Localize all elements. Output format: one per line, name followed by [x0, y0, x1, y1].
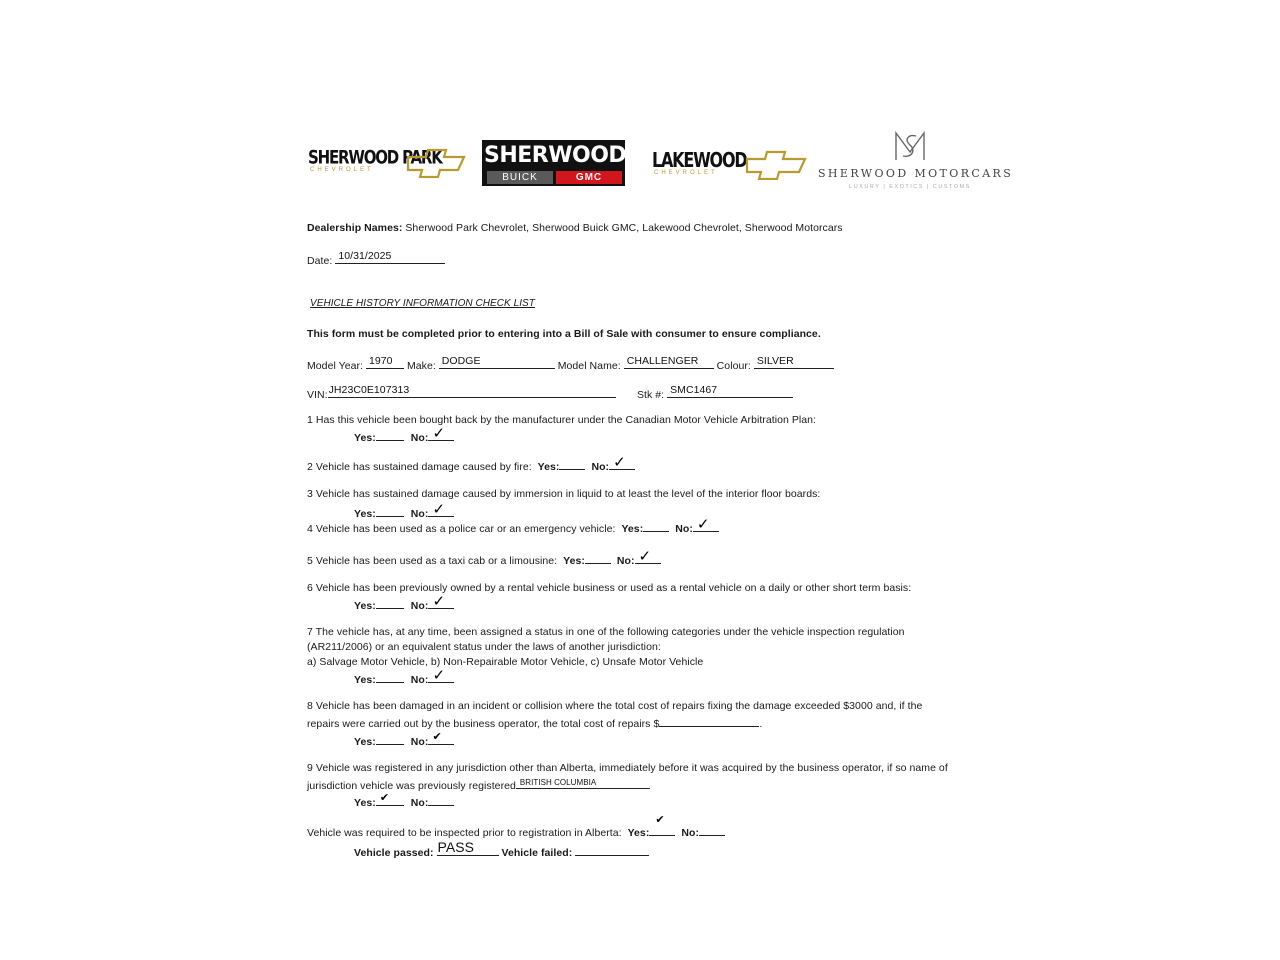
- make-label: Make:: [406, 360, 436, 372]
- no-label: No:: [410, 600, 429, 612]
- no-box[interactable]: [428, 666, 454, 684]
- answer-1: [354, 424, 454, 444]
- repair-cost-field[interactable]: [659, 715, 759, 727]
- date-row: [307, 252, 445, 267]
- no-box[interactable]: [428, 424, 454, 442]
- question-8-text: repairs were carried out by the business operator, the total cost of repairs $: [307, 718, 660, 730]
- jurisdiction-value: BRITISH COLUMBIA: [519, 778, 597, 787]
- dealership-names: [307, 222, 843, 234]
- yes-box[interactable]: [376, 671, 404, 683]
- check-icon: ✓: [613, 453, 626, 471]
- no-label: No:: [410, 797, 429, 809]
- colour-value: SILVER: [756, 355, 794, 367]
- date-label: Date:: [307, 255, 333, 267]
- vin-value: JH23C0E107313: [328, 384, 410, 396]
- logo-name: SHERWOOD PARK: [308, 146, 442, 169]
- failed-field[interactable]: [575, 844, 649, 856]
- answer-8: [354, 730, 454, 748]
- no-box[interactable]: [699, 824, 725, 836]
- sherwood-motorcars-logo: [818, 130, 1014, 190]
- question-7-line-3: a) Salvage Motor Vehicle, b) Non-Repairable Motor Vehicle, c) Unsafe Motor Vehicle: [307, 656, 704, 668]
- inspection-text: Vehicle was required to be inspected prior to registration in Alberta:: [307, 827, 622, 839]
- answer-3: [354, 500, 454, 520]
- yes-box[interactable]: [376, 429, 404, 441]
- sm-monogram-icon: [890, 130, 930, 162]
- yes-label: Yes:: [354, 432, 376, 444]
- logo-name: SHERWOOD: [484, 143, 627, 168]
- model-row: [307, 357, 834, 372]
- question-5-text: 5 Vehicle has been used as a taxi cab or a limousine:: [307, 555, 558, 567]
- answer-7: [354, 666, 454, 686]
- no-label: No:: [410, 674, 429, 686]
- no-box[interactable]: [693, 515, 719, 533]
- no-box[interactable]: [635, 547, 661, 565]
- no-box[interactable]: [428, 730, 454, 745]
- yes-box[interactable]: [643, 520, 669, 532]
- passed-value: PASS: [437, 839, 475, 855]
- vin-row: [307, 386, 616, 401]
- yes-label: Yes:: [627, 827, 650, 839]
- buick-label: BUICK: [487, 171, 553, 184]
- chevrolet-bowtie-icon: [745, 150, 807, 180]
- stk-value: SMC1467: [670, 384, 718, 396]
- model-year-label: Model Year:: [307, 360, 364, 372]
- jurisdiction-field[interactable]: [516, 777, 650, 789]
- yes-label: Yes:: [354, 736, 376, 748]
- logo-name: LAKEWOOD: [652, 148, 747, 172]
- failed-label: Vehicle failed:: [501, 847, 573, 859]
- sherwood-buick-gmc-logo: [482, 140, 625, 186]
- check-icon: ✔: [379, 791, 390, 804]
- vin-field[interactable]: [328, 386, 616, 398]
- make-value: DODGE: [441, 355, 481, 367]
- no-label: No:: [616, 555, 635, 567]
- logo-tagline: LUXURY | EXOTICS | CUSTOMS: [849, 184, 971, 190]
- question-9-line-2: [307, 777, 650, 792]
- yes-label: Yes:: [354, 674, 376, 686]
- period: .: [759, 718, 763, 730]
- question-9-line-1: 9 Vehicle was registered in any jurisdiction other than Alberta, immediately before it was acquired by the business operator, if so name of: [307, 762, 948, 774]
- check-icon: ✓: [638, 547, 652, 565]
- yes-box[interactable]: [585, 552, 611, 564]
- question-4-text: 4 Vehicle has been used as a police car or an emergency vehicle:: [307, 523, 616, 535]
- check-icon: ✓: [432, 424, 446, 442]
- question-2: [307, 453, 635, 473]
- inspection-result: [354, 839, 649, 859]
- question-6: 6 Vehicle has been previously owned by a rental vehicle business or used as a rental vehicle on a daily or other short term basis:: [307, 582, 912, 594]
- model-name-value: CHALLENGER: [626, 355, 699, 367]
- model-year-field[interactable]: [366, 357, 404, 369]
- question-2-text: 2 Vehicle has sustained damage caused by fire:: [307, 461, 532, 473]
- check-icon: ✓: [696, 515, 710, 533]
- question-1: 1 Has this vehicle been bought back by the manufacturer under the Canadian Motor Vehicle Arbitration Plan:: [307, 414, 817, 426]
- no-label: No:: [410, 736, 429, 748]
- check-icon: ✓: [432, 666, 446, 684]
- question-4: [307, 515, 719, 535]
- colour-field[interactable]: [754, 357, 834, 369]
- no-label: No:: [410, 432, 429, 444]
- checklist-title: VEHICLE HISTORY INFORMATION CHECK LIST: [310, 298, 535, 309]
- yes-box[interactable]: [649, 813, 675, 836]
- inspection-question: [307, 813, 725, 839]
- yes-label: Yes:: [537, 461, 560, 473]
- date-field[interactable]: [335, 252, 445, 264]
- answer-9: [354, 791, 454, 809]
- stk-label: Stk #:: [637, 389, 665, 401]
- no-box[interactable]: [428, 794, 454, 806]
- question-7-line-2: (AR211/2006) or an equivalent status under the laws of another jurisdiction:: [307, 641, 661, 653]
- vin-label: VIN:: [307, 389, 328, 401]
- passed-label: Vehicle passed:: [354, 847, 434, 859]
- dealership-value: Sherwood Park Chevrolet, Sherwood Buick GMC, Lakewood Chevrolet, Sherwood Motorcars: [405, 222, 843, 234]
- yes-label: Yes:: [354, 797, 376, 809]
- stk-row: [637, 386, 793, 401]
- yes-label: Yes:: [354, 600, 376, 612]
- check-icon: ✓: [432, 592, 446, 610]
- question-8-line-1: 8 Vehicle has been damaged in an incident or collision where the total cost of repairs fixing the damage exceeded $3000 and, if the: [307, 700, 923, 712]
- question-7-line-1: 7 The vehicle has, at any time, been assigned a status in one of the following categories under the vehicle inspection regulation: [307, 626, 905, 638]
- question-3: 3 Vehicle has sustained damage caused by immersion in liquid to at least the level of the interior floor boards:: [307, 488, 821, 500]
- answer-6: [354, 592, 454, 612]
- model-year-value: 1970: [368, 355, 393, 367]
- date-value: 10/31/2025: [338, 250, 392, 262]
- question-9-text: jurisdiction vehicle was previously registered: [307, 780, 516, 792]
- yes-box[interactable]: [376, 733, 404, 745]
- compliance-notice: This form must be completed prior to entering into a Bill of Sale with consumer to ensure compliance.: [307, 328, 821, 340]
- model-name-field[interactable]: [624, 357, 714, 369]
- logo-sub: CHEVROLET: [310, 167, 374, 173]
- no-label: No:: [675, 523, 693, 535]
- passed-field[interactable]: [437, 839, 499, 856]
- yes-box[interactable]: [376, 597, 404, 609]
- question-5: [307, 547, 661, 567]
- no-label: No:: [591, 461, 610, 473]
- no-label: No:: [681, 827, 699, 839]
- lakewood-chevrolet-logo: [652, 148, 746, 176]
- yes-label: Yes:: [563, 555, 585, 567]
- chevrolet-bowtie-icon: [406, 148, 466, 178]
- yes-box[interactable]: [376, 791, 404, 806]
- yes-box[interactable]: [376, 505, 404, 517]
- check-icon: ✓: [432, 500, 446, 518]
- yes-label: Yes:: [354, 508, 376, 520]
- yes-box[interactable]: [559, 458, 585, 470]
- make-field[interactable]: [439, 357, 555, 369]
- no-box[interactable]: [609, 453, 635, 471]
- check-icon: ✔: [432, 730, 442, 743]
- colour-label: Colour:: [716, 360, 751, 372]
- no-box[interactable]: [428, 500, 454, 518]
- gmc-label: GMC: [556, 171, 622, 184]
- dealership-label: Dealership Names:: [307, 222, 403, 234]
- logo-name: SHERWOOD MOTORCARS: [818, 167, 1014, 180]
- yes-label: Yes:: [621, 523, 644, 535]
- question-8-line-2: [307, 715, 762, 730]
- no-label: No:: [410, 508, 429, 520]
- stk-field[interactable]: [667, 386, 793, 398]
- check-icon: ✔: [655, 813, 665, 826]
- model-name-label: Model Name:: [557, 360, 621, 372]
- logo-sub: CHEVROLET: [654, 170, 718, 176]
- no-box[interactable]: [428, 592, 454, 610]
